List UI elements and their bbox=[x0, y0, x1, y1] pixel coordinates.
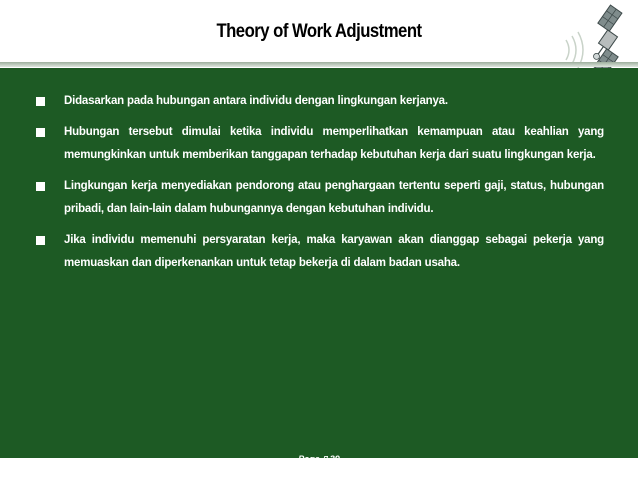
bullet-item bbox=[36, 175, 604, 221]
bullet-item bbox=[36, 121, 604, 167]
bullet-item bbox=[36, 90, 604, 113]
square-bullet-icon bbox=[36, 182, 45, 191]
square-bullet-icon bbox=[36, 128, 45, 137]
header-divider bbox=[0, 62, 638, 67]
square-bullet-icon bbox=[36, 97, 45, 106]
bullet-text: Jika individu memenuhi persyaratan kerja, maka karyawan akan dianggap sebagai pekerja yang memuaskan dan diperkenankan untuk tetap bekerja di dalam badan usaha. bbox=[64, 234, 604, 269]
bullet-list bbox=[36, 90, 604, 283]
slide-content bbox=[0, 68, 638, 458]
slide-footer bbox=[0, 458, 638, 479]
bullet-text: Didasarkan pada hubungan antara individu dengan lingkungan kerjanya. bbox=[64, 95, 448, 107]
slide-header bbox=[0, 0, 638, 62]
bullet-text: Lingkungan kerja menyediakan pendorong atau penghargaan tertentu seperti gaji, status, hubungan pribadi, dan lain-lain dalam hubungannya dengan kebutuhan individu. bbox=[64, 180, 604, 215]
bullet-item bbox=[36, 229, 604, 275]
square-bullet-icon bbox=[36, 236, 45, 245]
bullet-text: Hubungan tersebut dimulai ketika individu memperlihatkan kemampuan atau keahlian yang memungkinkan untuk memberikan tanggapan terhadap kebutuhan kerja dari suatu lingkungan kerja. bbox=[64, 126, 604, 161]
slide-title: Theory of Work Adjustment bbox=[216, 21, 422, 42]
